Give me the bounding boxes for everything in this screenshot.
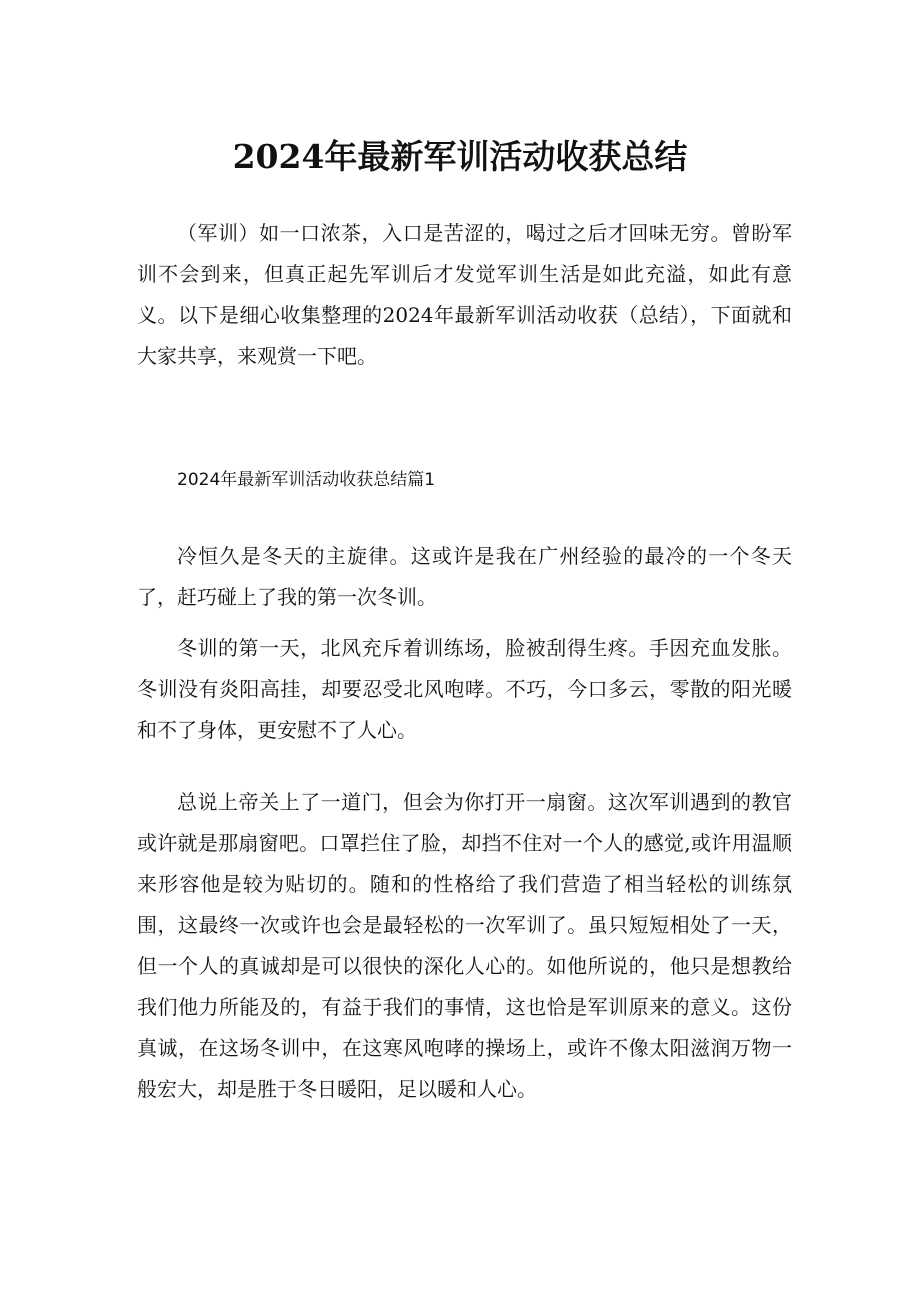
body-paragraph-2: 冬训的第一天，北风充斥着训练场，脸被刮得生疼。手因充血发胀。冬训没有炎阳高挂，却要忍受北风咆哮。不巧，今口多云，零散的阳光暖和不了身体，更安慰不了人心。 xyxy=(137,636,792,742)
body-paragraph-3: 总说上帝关上了一道门，但会为你打开一扇窗。这次军训遇到的教官或许就是那扇窗吧。口罩拦住了脸，却挡不住对一个人的感觉,或许用温顺来形容他是较为贴切的。随和的性格给了我们营造了相当轻松的训练氛围，这最终一次或许也会是最轻松的一次军训了。虽只短短相处了一天，但一个人的真诚却是可以很快的深化人心的。如他所说的，他只是想教给我们他力所能及的，有益于我们的事情，这也恰是军训原来的意义。这份真诚，在这场冬训中，在这寒风咆哮的操场上，或许不像太阳滋润万物一般宏大，却是胜于冬日暖阳，足以暖和人心。 xyxy=(137,790,792,1101)
section-heading: 2024年最新军训活动收获总结篇1 xyxy=(177,470,436,490)
document-title: 2024年最新军训活动收获总结 xyxy=(232,137,688,176)
intro-paragraph: （军训）如一口浓茶，入口是苦涩的，喝过之后才回味无穷。曾盼军训不会到来，但真正起先军训后才发觉军训生活是如此充溢，如此有意义。以下是细心收集整理的2024年最新军训活动收获（总结），下面就和大家共享，来观赏一下吧。 xyxy=(137,221,792,368)
body-paragraph-1: 冷恒久是冬天的主旋律。这或许是我在广州经验的最冷的一个冬天了，赶巧碰上了我的第一次冬训。 xyxy=(137,544,792,609)
